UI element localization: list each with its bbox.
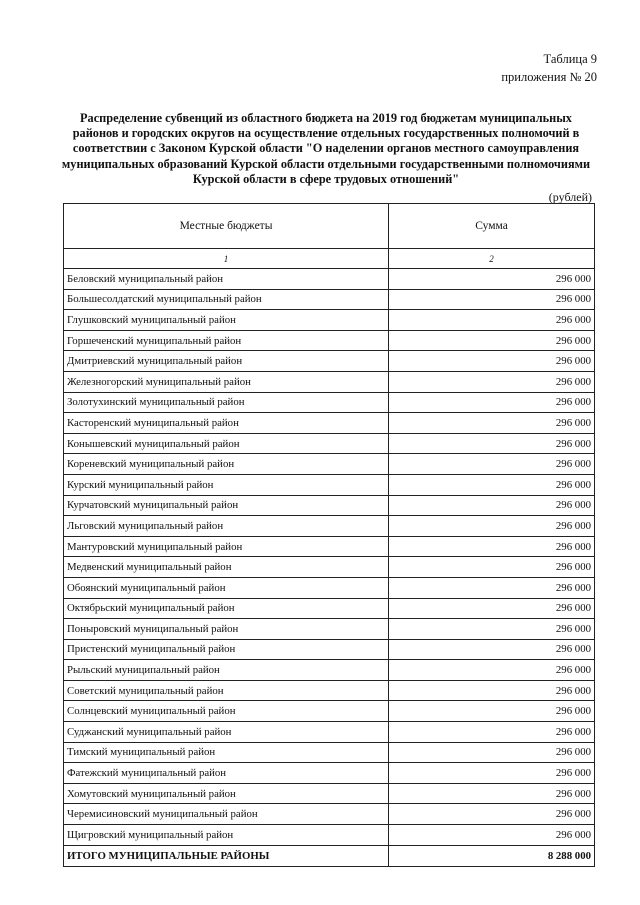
district-name-cell: Обоянский муниципальный район <box>64 577 389 598</box>
amount-cell: 296 000 <box>389 742 595 763</box>
district-name-cell: Рыльский муниципальный район <box>64 660 389 681</box>
amount-cell: 296 000 <box>389 660 595 681</box>
total-row <box>64 845 595 866</box>
amount-cell: 296 000 <box>389 619 595 640</box>
district-name-cell: Октябрьский муниципальный район <box>64 598 389 619</box>
table-row <box>64 783 595 804</box>
district-name-cell: Золотухинский муниципальный район <box>64 392 389 413</box>
amount-cell: 296 000 <box>389 289 595 310</box>
total-label: ИТОГО МУНИЦИПАЛЬНЫЕ РАЙОНЫ <box>64 845 389 866</box>
table-body <box>64 269 595 846</box>
amount-cell: 296 000 <box>389 639 595 660</box>
district-name-cell: Кореневский муниципальный район <box>64 454 389 475</box>
amount-cell: 296 000 <box>389 516 595 537</box>
amount-cell: 296 000 <box>389 269 595 290</box>
table-row <box>64 639 595 660</box>
district-name-cell: Курчатовский муниципальный район <box>64 495 389 516</box>
district-name-cell: Дмитриевский муниципальный район <box>64 351 389 372</box>
amount-cell: 296 000 <box>389 557 595 578</box>
column-number-2: 2 <box>389 249 595 269</box>
table-row <box>64 804 595 825</box>
district-name-cell: Тимский муниципальный район <box>64 742 389 763</box>
district-name-cell: Медвенский муниципальный район <box>64 557 389 578</box>
table-row <box>64 351 595 372</box>
table-row <box>64 289 595 310</box>
amount-cell: 296 000 <box>389 495 595 516</box>
table-row <box>64 516 595 537</box>
amount-cell: 296 000 <box>389 392 595 413</box>
amount-cell: 296 000 <box>389 310 595 331</box>
table-row <box>64 577 595 598</box>
amount-cell: 296 000 <box>389 804 595 825</box>
district-name-cell: Черемисиновский муниципальный район <box>64 804 389 825</box>
district-name-cell: Хомутовский муниципальный район <box>64 783 389 804</box>
table-row <box>64 660 595 681</box>
district-name-cell: Щигровский муниципальный район <box>64 825 389 846</box>
district-name-cell: Мантуровский муниципальный район <box>64 536 389 557</box>
table-row <box>64 330 595 351</box>
amount-cell: 296 000 <box>389 825 595 846</box>
table-row <box>64 371 595 392</box>
amount-cell: 296 000 <box>389 371 595 392</box>
amount-cell: 296 000 <box>389 413 595 434</box>
district-name-cell: Солнцевский муниципальный район <box>64 701 389 722</box>
column-number-row <box>64 249 595 269</box>
table-row <box>64 269 595 290</box>
total-amount: 8 288 000 <box>389 845 595 866</box>
amount-cell: 296 000 <box>389 536 595 557</box>
table-row <box>64 619 595 640</box>
document-header <box>501 50 597 86</box>
table-row <box>64 680 595 701</box>
district-name-cell: Глушковский муниципальный район <box>64 310 389 331</box>
table-row <box>64 722 595 743</box>
amount-cell: 296 000 <box>389 454 595 475</box>
amount-cell: 296 000 <box>389 433 595 454</box>
appendix-label: приложения № 20 <box>501 70 597 84</box>
table-row <box>64 433 595 454</box>
district-name-cell: Суджанский муниципальный район <box>64 722 389 743</box>
column-header-amount: Сумма <box>389 204 595 249</box>
table-row <box>64 536 595 557</box>
amount-cell: 296 000 <box>389 680 595 701</box>
amount-cell: 296 000 <box>389 330 595 351</box>
document-title: Распределение субвенций из областного бюджета на 2019 год бюджетам муниципальных районов и городских округов на осуществление отдельных государственных полномочий в соответствии с Законом Курской области "О наделении органов местного самоуправления муниципальных образований Курской области отдельными государственными полномочиями Курской области в сфере трудовых отношений" <box>61 111 591 186</box>
district-name-cell: Горшеченский муниципальный район <box>64 330 389 351</box>
amount-cell: 296 000 <box>389 783 595 804</box>
column-header-budgets: Местные бюджеты <box>64 204 389 249</box>
table-row <box>64 392 595 413</box>
table-label: Таблица 9 <box>543 52 597 66</box>
amount-cell: 296 000 <box>389 351 595 372</box>
table-row <box>64 557 595 578</box>
table-row <box>64 763 595 784</box>
table-row <box>64 701 595 722</box>
table-row <box>64 474 595 495</box>
district-name-cell: Конышевский муниципальный район <box>64 433 389 454</box>
amount-cell: 296 000 <box>389 763 595 784</box>
table-row <box>64 742 595 763</box>
district-name-cell: Касторенский муниципальный район <box>64 413 389 434</box>
column-number-1: 1 <box>64 249 389 269</box>
amount-cell: 296 000 <box>389 722 595 743</box>
table-row <box>64 310 595 331</box>
district-name-cell: Советский муниципальный район <box>64 680 389 701</box>
district-name-cell: Льговский муниципальный район <box>64 516 389 537</box>
district-name-cell: Поныровский муниципальный район <box>64 619 389 640</box>
amount-cell: 296 000 <box>389 474 595 495</box>
amount-cell: 296 000 <box>389 577 595 598</box>
table-row <box>64 454 595 475</box>
district-name-cell: Железногорский муниципальный район <box>64 371 389 392</box>
district-name-cell: Фатежский муниципальный район <box>64 763 389 784</box>
district-name-cell: Большесолдатский муниципальный район <box>64 289 389 310</box>
budget-table <box>63 203 595 867</box>
district-name-cell: Пристенский муниципальный район <box>64 639 389 660</box>
table-row <box>64 825 595 846</box>
unit-label: (рублей) <box>548 190 592 204</box>
table-row <box>64 598 595 619</box>
amount-cell: 296 000 <box>389 598 595 619</box>
amount-cell: 296 000 <box>389 701 595 722</box>
table-header-row <box>64 204 595 249</box>
district-name-cell: Курский муниципальный район <box>64 474 389 495</box>
table-row <box>64 413 595 434</box>
table-row <box>64 495 595 516</box>
district-name-cell: Беловский муниципальный район <box>64 269 389 290</box>
